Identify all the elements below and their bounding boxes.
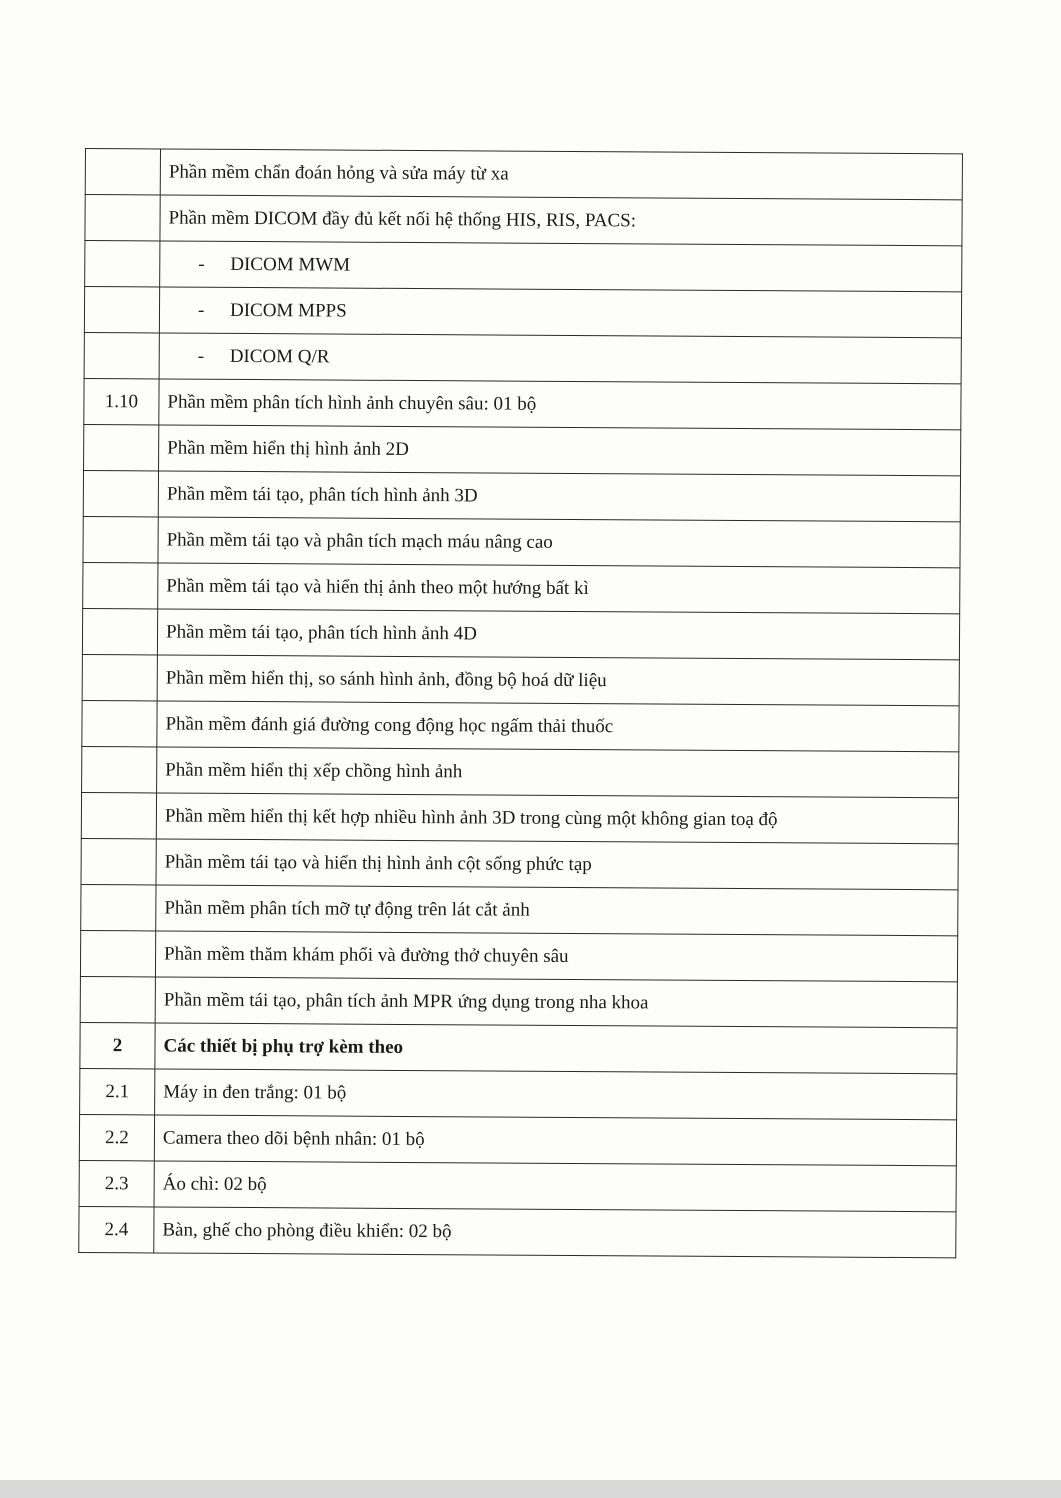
table-row	[84, 332, 961, 383]
row-number	[82, 608, 157, 654]
row-text: Bàn, ghế cho phòng điều khiển: 02 bộ	[154, 1207, 956, 1258]
bullet-text: DICOM Q/R	[229, 345, 330, 367]
row-text: Phần mềm thăm khám phổi và đường thở chuyên sâu	[155, 931, 957, 982]
row-number	[80, 930, 155, 976]
bullet-text: DICOM MWM	[230, 253, 351, 276]
row-number	[81, 792, 156, 838]
row-text: Máy in đen trắng: 01 bộ	[155, 1069, 957, 1120]
table-row	[83, 470, 960, 521]
row-text: Phần mềm đánh giá đường cong động học ngấm thải thuốc	[157, 701, 959, 752]
row-text: Phần mềm phân tích mỡ tự động trên lát cắt ảnh	[156, 885, 958, 936]
row-number: 2.1	[80, 1068, 155, 1114]
table-row	[82, 608, 959, 659]
bullet-dash: -	[197, 299, 205, 321]
row-number	[84, 332, 159, 378]
row-text	[160, 241, 962, 292]
table-row	[79, 1114, 956, 1165]
table-row	[84, 287, 961, 338]
table-row	[81, 838, 958, 889]
row-text: Phần mềm phân tích hình ảnh chuyên sâu: 01 bộ	[159, 379, 961, 430]
row-text: Phần mềm DICOM đầy đủ kết nối hệ thống HIS, RIS, PACS:	[160, 195, 962, 246]
bullet-text: DICOM MPPS	[229, 299, 347, 322]
table-row	[83, 562, 960, 613]
section-title: Các thiết bị phụ trợ kèm theo	[155, 1023, 957, 1074]
row-number: 2.2	[79, 1114, 154, 1160]
table-row	[80, 1068, 957, 1119]
table-row	[84, 424, 961, 475]
row-number	[84, 424, 159, 470]
row-text: Phần mềm hiển thị kết hợp nhiều hình ảnh 3D trong cùng một không gian toạ độ	[156, 793, 958, 844]
row-number	[83, 516, 158, 562]
row-text: Phần mềm hiển thị xếp chồng hình ảnh	[157, 747, 959, 798]
table-row	[84, 378, 961, 429]
table-row	[82, 746, 959, 797]
section-header-row	[80, 1022, 957, 1073]
row-text: Phần mềm tái tạo, phân tích hình ảnh 3D	[158, 471, 960, 522]
row-text: Camera theo dõi bệnh nhân: 01 bộ	[154, 1115, 956, 1166]
row-number	[80, 976, 155, 1022]
row-number	[85, 241, 160, 287]
bullet-dash: -	[198, 253, 205, 275]
table-row	[81, 884, 958, 935]
table-row	[80, 930, 957, 981]
row-text: Phần mềm tái tạo, phân tích hình ảnh 4D	[157, 609, 959, 660]
row-number	[82, 700, 157, 746]
row-text	[159, 287, 961, 338]
row-text	[159, 333, 961, 384]
table-row	[82, 700, 959, 751]
row-text: Phần mềm tái tạo và hiển thị ảnh theo một hướng bất kì	[158, 563, 960, 614]
row-number	[85, 195, 160, 241]
row-number	[82, 746, 157, 792]
table-row	[85, 241, 962, 292]
table-row	[81, 792, 958, 843]
specification-table	[78, 148, 963, 1258]
table-row	[82, 654, 959, 705]
scan-bottom-edge	[0, 1480, 1061, 1498]
table-row	[80, 976, 957, 1027]
row-text: Phần mềm hiển thị hình ảnh 2D	[159, 425, 961, 476]
row-number	[83, 470, 158, 516]
table-row	[79, 1160, 956, 1211]
table-row	[79, 1206, 956, 1257]
row-number	[82, 654, 157, 700]
row-number	[83, 562, 158, 608]
row-text: Phần mềm chẩn đoán hỏng và sửa máy từ xa	[160, 149, 962, 200]
row-number	[81, 838, 156, 884]
row-number	[85, 149, 160, 195]
row-text: Phần mềm hiển thị, so sánh hình ảnh, đồng bộ hoá dữ liệu	[157, 655, 959, 706]
row-number: 2.3	[79, 1160, 154, 1206]
bullet-dash: -	[197, 345, 205, 367]
row-number	[81, 884, 156, 930]
row-text: Phần mềm tái tạo và phân tích mạch máu nâng cao	[158, 517, 960, 568]
row-text: Phần mềm tái tạo và hiển thị hình ảnh cột sống phức tạp	[156, 839, 958, 890]
section-number: 2	[80, 1022, 155, 1068]
table-row	[85, 149, 962, 200]
row-text: Áo chì: 02 bộ	[154, 1161, 956, 1212]
table-row	[85, 195, 962, 246]
table-row	[83, 516, 960, 567]
row-number: 1.10	[84, 378, 159, 424]
row-number	[84, 287, 159, 333]
row-text: Phần mềm tái tạo, phân tích ảnh MPR ứng dụng trong nha khoa	[155, 977, 957, 1028]
row-number: 2.4	[79, 1206, 154, 1252]
